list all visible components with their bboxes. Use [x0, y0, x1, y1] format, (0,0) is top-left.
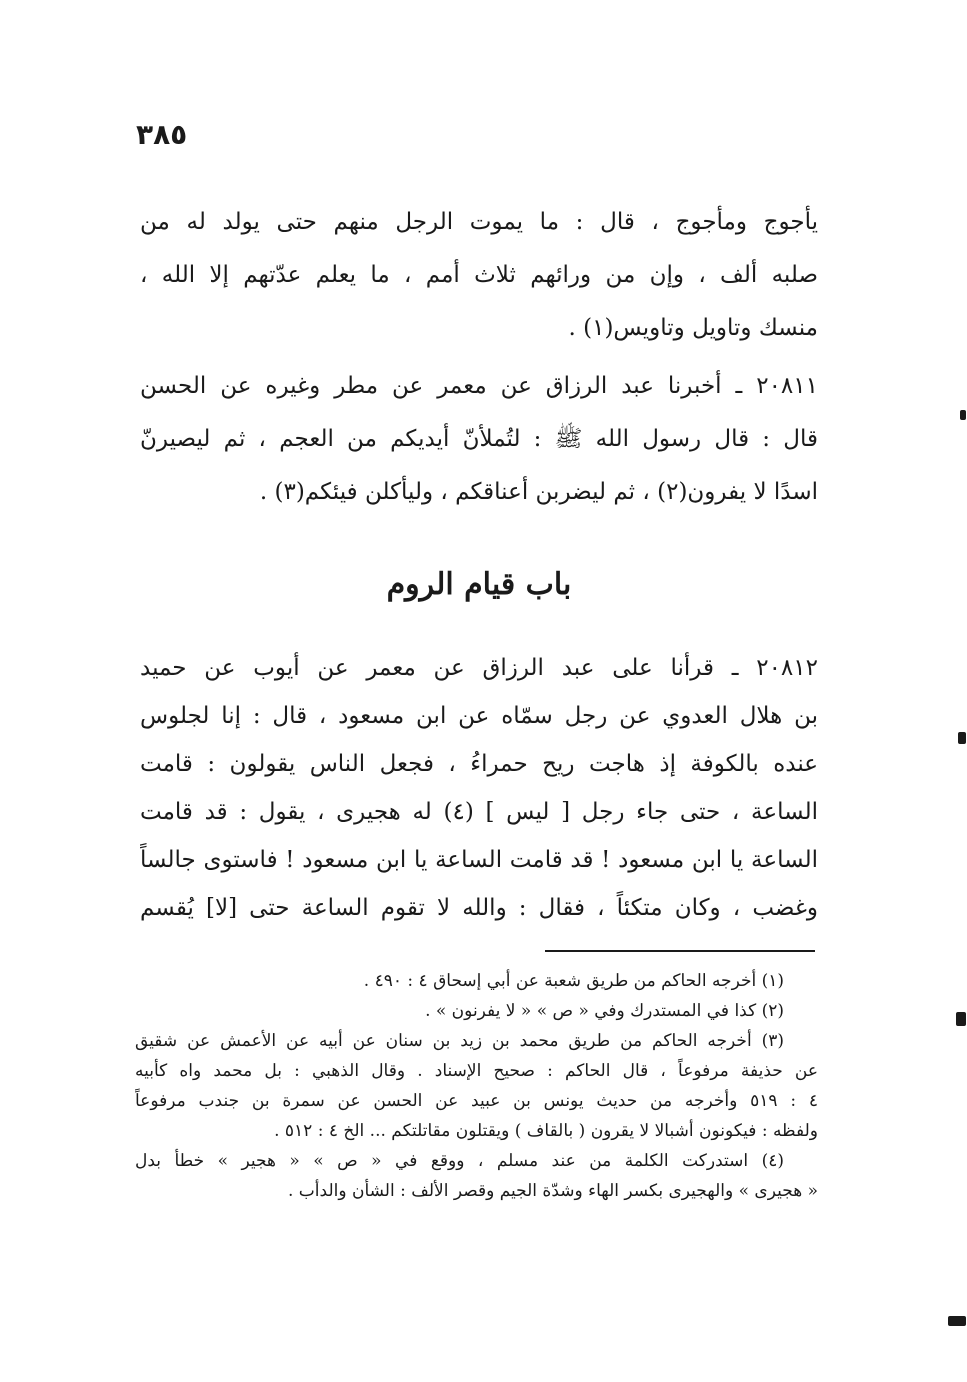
- footnote-line: (٤) استدركت الكلمة من عند مسلم ، ووقع في « ص » « هجير » خطأ بدل: [135, 1151, 784, 1171]
- text-line: الساعة ، حتى جاء رجل [ ليس ] (٤) له هجيرى ، يقول : قد قامت: [140, 799, 818, 825]
- text-line: بن هلال العدوي عن رجل سمّاه عن ابن مسعود ، قال : إنا لجلوس: [140, 703, 818, 729]
- scan-mark: [956, 1012, 966, 1026]
- hadith-20811: [140, 360, 818, 519]
- footnote-line: ٤ : ٥١٩ وأخرجه من حديث يونس بن عبيد عن الحسن عن سمرة بن جندب مرفوعاً: [135, 1091, 818, 1111]
- footnote-line: « هجيرى » والهجيرى بكسر الهاء وشدّة الجيم وقصر الألف : الشأن والدأب .: [287, 1181, 818, 1201]
- text-line: صلبه ألف ، وإن من ورائهم ثلاث أمم ، ما يعلم عدّتهم إلا الله ،: [140, 262, 818, 288]
- chapter-heading: باب قيام الروم: [386, 567, 572, 602]
- footnotes: [135, 966, 818, 1206]
- scan-mark: [960, 410, 966, 420]
- text-line: ٢٠٨١١ ـ أخبرنا عبد الرزاق عن معمر عن مطر وغيره عن الحسن: [140, 373, 818, 399]
- text-line: وغضب ، وكان متكئاً ، فقال : والله لا تقوم الساعة حتى [لا] يُقسم: [140, 895, 818, 921]
- footnote-line: (٢) كذا في المستدرك وفي « ص » « لا يفرنون » .: [425, 1001, 784, 1021]
- text-line: اسدًا لا يفرون(٢) ، ثم ليضربن أعناقكم ، وليأكلن فيئكم(٣) .: [259, 479, 818, 505]
- footnote-line: (٣) أخرجه الحاكم من طريق محمد بن زيد بن سنان عن أبيه عن الأعمش عن شقيق: [135, 1031, 784, 1051]
- footnote-line: ولفظه : فيكونون أشبالا لا يقرون ( بالقاف ) ويقتلون مقاتلتكم ... الخ ٤ : ٥١٢ .: [274, 1121, 818, 1141]
- paragraph-gog-magog: [140, 196, 818, 355]
- footnote-line: عن حذيفة مرفوعاً ، قال الحاكم : صحيح الإسناد . وقال الذهبي : بل محمد واه كأبيه: [135, 1061, 818, 1081]
- text-line: قال : قال رسول الله ﷺ : لتُملأنّ أيديكم من العجم ، ثم ليصيرنّ: [140, 426, 818, 452]
- text-line: ٢٠٨١٢ ـ قرأنا على عبد الرزاق عن معمر عن أيوب عن حميد: [140, 655, 818, 681]
- scan-mark: [948, 1316, 966, 1326]
- footnote-line: (١) أخرجه الحاكم من طريق شعبة عن أبي إسحاق ٤ : ٤٩٠ .: [363, 971, 784, 991]
- text-line: يأجوج ومأجوج ، قال : ما يموت الرجل منهم حتى يولد له من: [140, 209, 818, 235]
- page-number: ٣٨٥: [136, 118, 188, 151]
- hadith-20812: [140, 644, 818, 932]
- text-line: عنده بالكوفة إذ هاجت ريح حمراءُ ، فجعل الناس يقولون : قامت: [140, 751, 818, 777]
- footnote-separator: [545, 950, 815, 952]
- scan-mark: [958, 732, 966, 744]
- text-line: منسك وتاويل وتاويس(١) .: [568, 315, 818, 341]
- text-line: الساعة يا ابن مسعود ! قد قامت الساعة يا ابن مسعود ! فاستوى جالساً: [140, 847, 818, 873]
